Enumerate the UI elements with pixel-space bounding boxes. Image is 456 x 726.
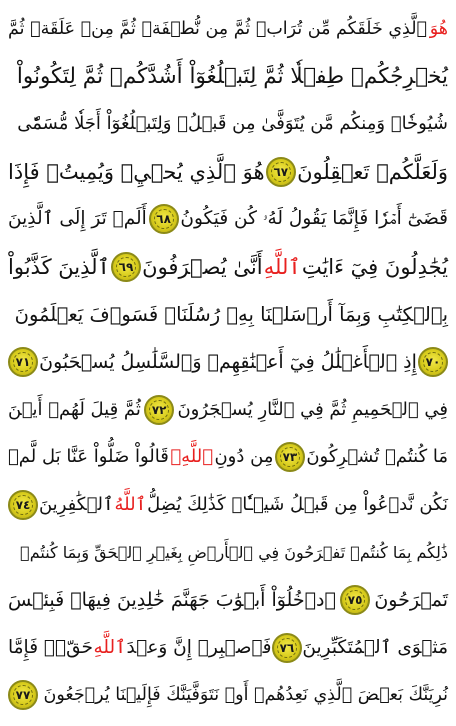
text-line xyxy=(8,434,448,480)
verse-text: ٱلَّذِي خَلَقَكُم مِّن تُرَابٖ ثُمَّ مِن نُّطۡفَةٖ ثُمَّ مِنۡ عَلَقَةٖ ثُمَّ xyxy=(8,19,428,39)
ayah-number-marker xyxy=(149,204,179,234)
ayah-number-marker xyxy=(144,395,174,425)
ayah-number-marker xyxy=(275,442,305,472)
divine-name-text: ٱللَّهِ xyxy=(263,255,301,279)
text-line xyxy=(8,244,448,290)
verse-text: قَضَىٰٓ أَمۡرٗا فَإِنَّمَا يَقُولُ لَهُۥ كُن فَيَكُونُ xyxy=(180,208,448,230)
verse-text: ٱدۡخُلُوٓاْ أَبۡوَٰبَ جَهَنَّمَ خَٰلِدِينَ فِيهَاۖ فَبِئۡسَ xyxy=(8,589,336,612)
ayah-number-marker xyxy=(8,347,38,377)
divine-name-text: ٱللَّهِ xyxy=(93,636,127,658)
ayah-number: ٧٤ xyxy=(15,498,31,512)
text-line xyxy=(8,149,448,195)
verse-text: يُخۡرِجُكُمۡ طِفۡلٗا ثُمَّ لِتَبۡلُغُوٓاْ أَشُدَّكُمۡ ثُمَّ لِتَكُونُواْ xyxy=(16,63,448,89)
text-line xyxy=(8,577,448,623)
verse-text: فَٱصۡبِرۡ إِنَّ وَعۡدَ xyxy=(126,636,272,658)
verse-text: شُيُوخٗاۚ وَمِنكُم مَّن يُتَوَفَّىٰ مِن قَبۡلُۖ وَلِتَبۡلُغُوٓاْ أَجَلٗا مُّسَمّٗى xyxy=(17,113,448,135)
verse-text: قَالُواْ ضَلُّواْ عَنَّا بَل لَّمۡ xyxy=(8,446,169,468)
verse-text: إِذِ ٱلۡأَغۡلَٰلُ فِيٓ أَعۡنَٰقِهِمۡ وَٱلسَّلَٰسِلُ يُسۡحَبُونَ xyxy=(39,351,417,374)
verse-text: هُوَ ٱلَّذِي يُحۡيِۦ وَيُمِيتُۖ فَإِذَا xyxy=(8,159,265,184)
text-line xyxy=(8,387,448,433)
verse-text: ٱلَّذِينَ كَذَّبُواْ xyxy=(8,255,110,279)
verse-text: مَا كُنتُمۡ تُشۡرِكُونَ xyxy=(306,446,448,468)
verse-text: يُجَٰدِلُونَ فِيٓ ءَايَٰتِ xyxy=(301,255,448,279)
text-line xyxy=(8,482,448,528)
ayah-number: ٧٥ xyxy=(347,593,363,608)
text-line xyxy=(8,101,448,147)
verse-text: نَكُن نَّدۡعُواْ مِن قَبۡلُ شَيۡـٔٗاۚ كَذَٰلِكَ يُضِلُّ xyxy=(147,494,448,515)
text-line xyxy=(8,672,448,718)
verse-text: وَلَعَلَّكُمۡ تَعۡقِلُونَ xyxy=(297,159,448,184)
text-line xyxy=(8,625,448,671)
verse-text: أَنَّىٰ يُصۡرَفُونَ xyxy=(142,255,263,279)
verse-text: تَمۡرَحُونَ xyxy=(374,589,448,612)
ayah-number: ٧١ xyxy=(15,355,31,370)
verse-text: فِي ٱلۡحَمِيمِ ثُمَّ فِي ٱلنَّارِ يُسۡجَرُونَ xyxy=(177,398,448,420)
ayah-number-marker xyxy=(266,157,296,187)
ayah-number: ٧٧ xyxy=(15,688,31,703)
verse-text: ذَٰلِكُم بِمَا كُنتُمۡ تَفۡرَحُونَ فِي ٱلۡأَرۡضِ بِغَيۡرِ ٱلۡحَقِّ وَبِمَا كُنتُمۡ xyxy=(20,542,448,562)
ayah-number: ٦٧ xyxy=(273,164,289,179)
divine-name-text: هُوَ xyxy=(429,19,448,39)
ayah-number-marker xyxy=(8,680,38,710)
verse-text: مَثۡوَى ٱلۡمُتَكَبِّرِينَ xyxy=(302,636,448,658)
verse-text: بِٱلۡكِتَٰبِ وَبِمَآ أَرۡسَلۡنَا بِهِۦ رُسُلَنَاۖ فَسَوۡفَ يَعۡلَمُونَ xyxy=(14,302,448,326)
text-line xyxy=(8,6,448,52)
divine-name-text: ٱللَّهُ xyxy=(114,494,147,515)
verse-text: حَقّٞۚ فَإِمَّا xyxy=(8,636,93,658)
text-line xyxy=(8,292,448,338)
verse-text: نُرِيَنَّكَ بَعۡضَ ٱلَّذِي نَعِدُهُمۡ أَوۡ نَتَوَفَّيَنَّكَ فَإِلَيۡنَا يُرۡجَعُونَ xyxy=(43,685,448,706)
ayah-number: ٧٠ xyxy=(425,355,441,370)
ayah-number: ٧٢ xyxy=(151,402,167,417)
ayah-number: ٦٨ xyxy=(156,212,171,227)
text-line xyxy=(8,54,448,100)
ayah-number-marker xyxy=(272,633,302,663)
ayah-number-marker xyxy=(418,347,448,377)
ayah-number-marker xyxy=(8,490,38,520)
ayah-number: ٧٦ xyxy=(279,640,295,655)
ayah-number-marker xyxy=(111,252,141,282)
text-line xyxy=(8,530,448,576)
ayah-number: ٧٣ xyxy=(282,450,298,465)
verse-text: أَلَمۡ تَرَ إِلَى ٱلَّذِينَ xyxy=(8,208,147,230)
verse-text: ٱلۡكَٰفِرِينَ xyxy=(38,494,114,515)
verse-text: مِن دُونِ xyxy=(214,446,274,468)
ayah-number: ٦٩ xyxy=(118,260,134,274)
verse-text: ثُمَّ قِيلَ لَهُمۡ أَيۡنَ xyxy=(8,398,141,420)
divine-name-text: ٱللَّهِۖ xyxy=(170,446,214,468)
text-line xyxy=(8,339,448,385)
text-line xyxy=(8,196,448,242)
ayah-number-marker xyxy=(340,585,370,615)
